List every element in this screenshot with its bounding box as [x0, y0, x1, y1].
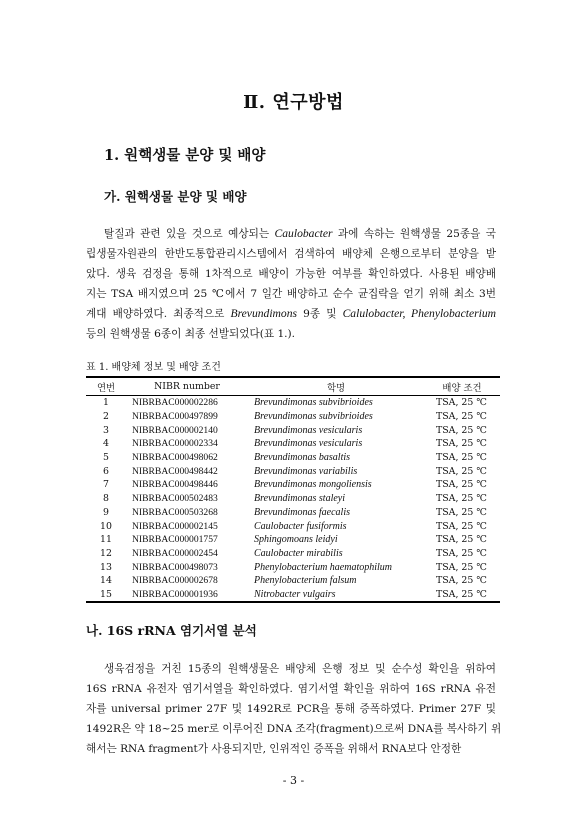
cell-scientific-name: Nitrobacter vulgairs — [248, 588, 424, 603]
table-caption: 표 1. 배양체 정보 및 배양 조건 — [86, 362, 221, 373]
cell-nibr-number: NIBRBAC000002286 — [132, 397, 218, 409]
cell-culture-condition: TSA, 25 ℃ — [436, 547, 487, 559]
text-segment: 9종 및 — [297, 308, 343, 320]
table-row — [86, 519, 500, 533]
header-serial: 연번 — [86, 377, 126, 396]
cell-scientific-name: Brevundimonas vesicularis — [254, 438, 363, 450]
cell-scientific-name: Brevundimonas subvibrioides — [254, 411, 373, 423]
header-culture-condition: 배양 조건 — [424, 377, 500, 396]
cell-serial: 13 — [100, 561, 112, 573]
text-line — [86, 659, 496, 679]
cell-serial: 1 — [103, 397, 109, 409]
cell-culture-condition: TSA, 25 ℃ — [436, 575, 487, 587]
text-line — [86, 284, 496, 304]
cell-culture-condition: TSA, 25 ℃ — [436, 438, 487, 450]
cell-nibr-number: NIBRBAC000002140 — [132, 424, 218, 436]
text-segment: 자를 universal primer 27F 및 1492R로 PCR을 통해 증폭하였다. Primer 27F 및 — [86, 703, 496, 715]
section-title: 1. 원핵생물 분양 및 배양 — [104, 147, 266, 164]
text-segment: 과에 속하는 원핵생물 25종을 국 — [332, 228, 497, 240]
cell-nibr-number: NIBRBAC000002454 — [132, 547, 218, 559]
cell-nibr-number: NIBRBAC000498446 — [132, 479, 218, 491]
text-segment: 았다. 생육 검정을 통해 1차적으로 배양이 가능한 여부를 확인하였다. 사용된 배양배 — [86, 268, 496, 280]
cell-culture-condition: TSA, 25 ℃ — [436, 506, 487, 518]
text-segment: 탈질과 관련 있을 것으로 예상되는 — [104, 228, 275, 240]
text-line — [86, 699, 496, 719]
text-segment: 립생물자원관의 한반도통합관리시스템에서 검색하여 배양체 은행으로부터 분양을 받 — [86, 248, 496, 260]
cell-scientific-name: Brevundimonas staleyi — [254, 493, 346, 505]
cell-culture-condition: TSA, 25 ℃ — [436, 397, 487, 409]
cell-scientific-name: Brevundimonas mongoliensis — [254, 479, 372, 491]
scientific-name-text: Brevundimons — [230, 307, 298, 320]
cell-scientific-name: Brevundimonas vesicularis — [254, 424, 363, 436]
cell-serial: 2 — [103, 411, 109, 423]
cell-culture-condition: TSA, 25 ℃ — [436, 465, 487, 477]
cell-scientific-name: Brevundimonas variabilis — [254, 465, 358, 477]
cell-nibr-number: NIBRBAC000001757 — [132, 534, 218, 546]
page-number: - 3 - — [282, 774, 305, 787]
table-row — [86, 492, 500, 506]
cell-culture-condition: TSA, 25 ℃ — [436, 411, 487, 423]
cell-nibr-number: NIBRBAC000002145 — [132, 520, 218, 532]
cell-scientific-name: Brevundimonas faecalis — [254, 506, 351, 518]
table-row — [86, 547, 500, 561]
cell-scientific-name: Phenylobacterium haematophilum — [254, 561, 393, 573]
cell-serial: 14 — [100, 575, 112, 587]
cell-nibr-number: NIBRBAC000002678 — [132, 575, 218, 587]
paragraph-16s-analysis — [86, 659, 502, 759]
table-row — [86, 588, 500, 603]
text-segment: 등의 원핵생물 6종이 최종 선발되었다(표 1.). — [86, 328, 296, 340]
cell-serial: 7 — [103, 479, 109, 491]
cell-scientific-name: Brevundimonas basaltis — [254, 452, 351, 464]
header-scientific-name: 학명 — [248, 377, 424, 396]
cell-culture-condition: TSA, 25 ℃ — [436, 520, 487, 532]
paragraph-culture-method — [86, 224, 496, 344]
text-line — [86, 304, 496, 324]
cell-nibr-number: NIBRBAC000498062 — [132, 452, 218, 464]
cell-nibr-number: NIBRBAC000001936 — [126, 588, 248, 603]
culture-info-table — [86, 376, 500, 603]
subsection-title-a: 가. 원핵생물 분양 및 배양 — [104, 189, 247, 204]
text-line — [86, 739, 496, 759]
text-line — [86, 719, 502, 739]
cell-serial: 9 — [103, 506, 109, 518]
cell-serial: 6 — [103, 465, 109, 477]
text-segment: 1492R은 약 18~25 mer로 이루어진 DNA 조각(fragment)으로써 DNA를 복사하기 위 — [86, 723, 502, 735]
table-row — [86, 451, 500, 465]
text-line — [86, 264, 496, 284]
text-line — [86, 324, 496, 344]
cell-serial: 11 — [100, 534, 112, 546]
text-segment: 16S rRNA 유전자 염기서열을 확인하였다. 염기서열 확인을 위하여 16S rRNA 유전 — [86, 683, 496, 695]
table-row — [86, 396, 500, 410]
scientific-name-text: Caulobacter — [274, 227, 333, 240]
table-row — [86, 437, 500, 451]
cell-culture-condition: TSA, 25 ℃ — [436, 452, 487, 464]
table-header-row — [86, 377, 500, 396]
text-segment: 해서는 RNA fragment가 사용되지만, 인위적인 증폭을 위해서 RNA보다 안정한 — [86, 743, 462, 755]
table-row — [86, 478, 500, 492]
cell-nibr-number: NIBRBAC000502483 — [132, 493, 218, 505]
cell-nibr-number: NIBRBAC000498442 — [132, 465, 218, 477]
cell-serial: 15 — [86, 588, 126, 603]
cell-serial: 4 — [103, 438, 109, 450]
cell-scientific-name: Brevundimonas subvibrioides — [254, 397, 373, 409]
cell-scientific-name: Sphingomoans leidyi — [254, 534, 338, 546]
cell-culture-condition: TSA, 25 ℃ — [424, 588, 500, 603]
cell-nibr-number: NIBRBAC000503268 — [132, 506, 218, 518]
text-segment: 계대 배양하였다. 최종적으로 — [86, 308, 231, 320]
text-line — [86, 244, 496, 264]
text-line — [86, 679, 496, 699]
text-segment: 생육검정을 거친 15종의 원핵생물은 배양체 은행 정보 및 순수성 확인을 위하여 — [104, 663, 496, 675]
cell-serial: 3 — [103, 424, 109, 436]
cell-serial: 12 — [100, 547, 112, 559]
chapter-title: Ⅱ. 연구방법 — [243, 92, 344, 113]
table-row — [86, 533, 500, 547]
cell-culture-condition: TSA, 25 ℃ — [436, 493, 487, 505]
text-line — [86, 224, 496, 244]
cell-scientific-name: Caulobacter fusiformis — [254, 520, 347, 532]
cell-nibr-number: NIBRBAC000497899 — [132, 411, 218, 423]
cell-nibr-number: NIBRBAC000002334 — [132, 438, 218, 450]
header-nibr-number: NIBR number — [126, 377, 248, 396]
cell-culture-condition: TSA, 25 ℃ — [436, 424, 487, 436]
cell-scientific-name: Phenylobacterium falsum — [254, 575, 357, 587]
table-row — [86, 464, 500, 478]
cell-serial: 8 — [103, 493, 109, 505]
cell-culture-condition: TSA, 25 ℃ — [436, 534, 487, 546]
cell-culture-condition: TSA, 25 ℃ — [436, 561, 487, 573]
table-row — [86, 423, 500, 437]
cell-serial: 5 — [103, 452, 109, 464]
cell-serial: 10 — [100, 520, 112, 532]
table-row — [86, 506, 500, 520]
table-row — [86, 560, 500, 574]
cell-nibr-number: NIBRBAC000498073 — [132, 561, 218, 573]
table-row — [86, 410, 500, 424]
subsection-title-b: 나. 16S rRNA 염기서열 분석 — [86, 623, 257, 638]
cell-culture-condition: TSA, 25 ℃ — [436, 479, 487, 491]
text-segment: 지는 TSA 배지였으며 25 ℃에서 7 일간 배양하고 순수 균집락을 얻기 위해 최소 3번 — [86, 288, 496, 300]
cell-scientific-name: Caulobacter mirabilis — [254, 547, 343, 559]
table-row — [86, 574, 500, 588]
scientific-name-text: Calulobacter, Phenylobacterium — [342, 307, 496, 320]
